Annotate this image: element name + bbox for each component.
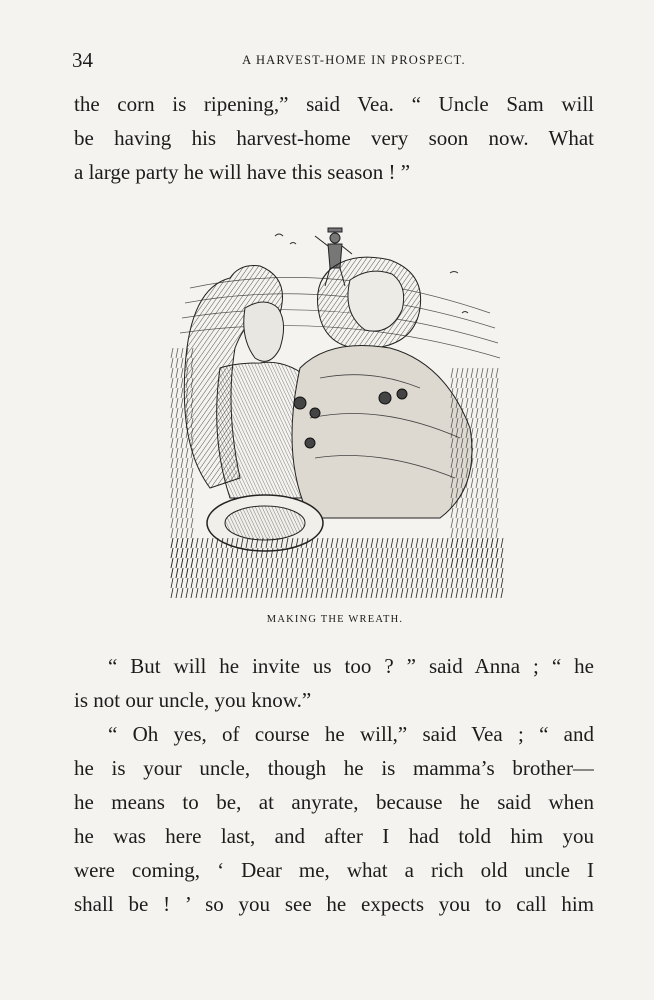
text-line: “ But will he invite us too ? ” said Anna ; “ he [108,654,594,678]
page-header [72,48,592,74]
engraving-illustration [170,218,505,598]
running-head: A HARVEST-HOME IN PROSPECT. [242,53,466,67]
text-line: shall be ! ’ so you see he expects you to call him [74,892,594,916]
text-line: “ Oh yes, of course he will,” said Vea ; “ and [108,722,594,746]
illustration-caption: MAKING THE WREATH. [266,614,404,625]
text-line: is not our uncle, you know.” [74,688,312,712]
text-line: the corn is ripening,” said Vea. “ Uncle Sam will [74,92,594,116]
page-number: 34 [72,48,93,72]
text-line: he is your uncle, though he is mamma’s brother— [74,756,594,780]
text-line: be having his harvest-home very soon now. What [74,126,594,150]
text-line: he means to be, at anyrate, because he said when [74,790,594,814]
text-line: he was here last, and after I had told him you [74,824,594,848]
text-line: a large party he will have this season ! ” [74,160,411,184]
engraving-two-girls-making-wreath [170,218,505,598]
text-line: were coming, ‘ Dear me, what a rich old uncle I [74,858,594,882]
